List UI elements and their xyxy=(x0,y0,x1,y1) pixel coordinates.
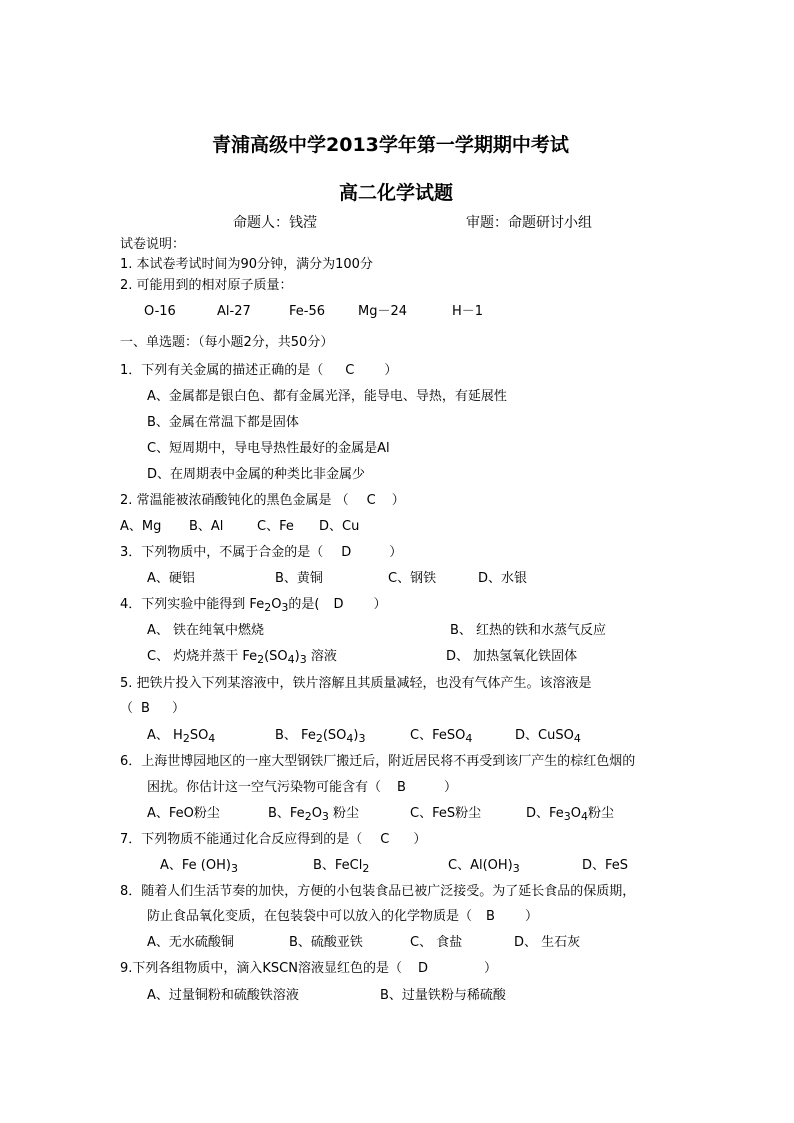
question-3-stem xyxy=(120,544,402,562)
question-stem-text: 7．下列物质不能通过化合反应得到的是（ xyxy=(120,832,363,847)
answer-mark: B xyxy=(141,701,150,716)
subscript: 2 xyxy=(304,810,312,823)
option-text: O xyxy=(311,806,322,821)
option-text: (SO xyxy=(264,649,288,664)
atomic-mass-o: O-16 xyxy=(144,304,176,319)
atomic-mass-mg: Mg－24 xyxy=(358,304,408,319)
subscript: 4 xyxy=(465,732,473,745)
question-9-stem xyxy=(120,960,497,978)
answer-mark: B xyxy=(397,780,406,795)
question-7-option-b xyxy=(313,857,369,875)
question-7-option-c xyxy=(448,857,520,875)
close-paren: ） xyxy=(389,545,403,560)
close-paren: ） xyxy=(413,832,427,847)
option-text: ) xyxy=(294,649,300,664)
subscript: 2 xyxy=(362,862,370,875)
option-text: (SO xyxy=(322,728,347,743)
question-4-option-a: A、 铁在纯氧中燃烧 xyxy=(147,623,265,638)
close-paren: ） xyxy=(391,493,405,508)
question-3-option-a: A、硬铝 xyxy=(147,571,195,586)
question-8-option-d: D、 生石灰 xyxy=(514,935,581,950)
subscript: 2 xyxy=(182,732,190,745)
question-6-option-d xyxy=(526,805,614,823)
answer-mark: D xyxy=(341,545,352,560)
question-2-option-a: A、Mg xyxy=(120,519,162,534)
close-paren: ） xyxy=(524,909,538,924)
question-1-option-c: C、短周期中，导电导热性最好的金属是Al xyxy=(147,441,390,456)
question-3-option-d: D、水银 xyxy=(478,571,528,586)
option-text: 粉尘 xyxy=(588,806,615,821)
subscript: 4 xyxy=(346,732,354,745)
option-text: 粉尘 xyxy=(328,806,360,821)
subscript: 3 xyxy=(358,732,366,745)
instruction-item-1: 1. 本试卷考试时间为90分钟，满分为100分 xyxy=(120,257,373,272)
author-line: 命题人：钱滢 xyxy=(233,215,317,231)
subscript: 2 xyxy=(257,653,265,666)
subscript: 3 xyxy=(299,653,307,666)
question-2-option-c: C、Fe xyxy=(257,519,294,534)
question-stem-text: 9.下列各组物质中，滴入KSCN溶液显红色的是（ xyxy=(120,961,402,976)
question-7-option-a xyxy=(160,857,238,875)
answer-mark: D xyxy=(333,597,344,612)
question-8-stem-line-2 xyxy=(147,908,538,926)
question-5-option-b xyxy=(275,727,365,745)
question-7-stem xyxy=(120,831,426,849)
question-5-stem: 5. 把铁片投入下列某溶液中，铁片溶解且其质量减轻，也没有气体产生。该溶液是 xyxy=(120,676,592,691)
answer-mark: C xyxy=(380,832,390,847)
close-paren: ） xyxy=(171,701,185,716)
answer-mark: D xyxy=(417,961,428,976)
section-heading: 一、单选题：（每小题2分，共50分） xyxy=(120,335,334,350)
option-text: A、Fe (OH) xyxy=(160,858,231,873)
subscript: 3 xyxy=(230,862,238,875)
question-6-option-a: A、FeO粉尘 xyxy=(147,806,220,821)
question-6-option-b xyxy=(268,805,359,823)
option-text: O xyxy=(570,806,582,821)
subscript: 3 xyxy=(563,810,571,823)
question-8-option-c: C、 食盐 xyxy=(410,935,463,950)
question-stem-text: 1．下列有关金属的描述正确的是（ xyxy=(120,363,324,378)
question-5-option-d xyxy=(515,727,581,745)
option-text: C、FeSO xyxy=(410,728,466,743)
close-paren: ） xyxy=(443,780,457,795)
question-9-option-b: B、过量铁粉与稀硫酸 xyxy=(380,988,506,1003)
question-5-option-a xyxy=(147,727,215,745)
close-paren: ） xyxy=(484,961,498,976)
question-8-stem-line-1: 8．随着人们生活节奏的加快，方便的小包装食品已被广泛接受。为了延长食品的保质期， xyxy=(120,884,636,899)
question-1-option-d: D、在周期表中金属的种类比非金属少 xyxy=(147,467,366,482)
answer-mark: B xyxy=(486,909,495,924)
question-3-option-c: C、钢铁 xyxy=(388,571,437,586)
reviewer-line: 审题：命题研讨小组 xyxy=(466,215,592,231)
question-stem-text: 2. 常温能被浓硝酸钝化的黑色金属是 （ xyxy=(120,493,349,508)
subscript: 2 xyxy=(264,601,272,614)
question-2-option-d: D、Cu xyxy=(319,519,360,534)
question-7-option-d: D、FeS xyxy=(582,858,629,873)
instructions-heading: 试卷说明： xyxy=(120,237,186,252)
question-5-option-c xyxy=(410,727,472,745)
question-6-option-c: C、FeS粉尘 xyxy=(410,806,482,821)
question-4-option-b: B、 红热的铁和水蒸气反应 xyxy=(450,623,607,638)
option-text: B、FeCl xyxy=(313,858,363,873)
formula-text: O xyxy=(271,597,282,612)
atomic-mass-h: H－1 xyxy=(452,304,484,319)
option-text: A、 H xyxy=(147,728,183,743)
subscript: 3 xyxy=(321,810,329,823)
question-9-option-a: A、过量铜粉和硫酸铁溶液 xyxy=(147,988,299,1003)
question-4-stem xyxy=(120,596,387,614)
question-1-option-b: B、金属在常温下都是固体 xyxy=(147,415,299,430)
option-text: D、CuSO xyxy=(515,728,574,743)
option-text: SO xyxy=(189,728,209,743)
option-text: 溶液 xyxy=(306,649,337,664)
subscript: 4 xyxy=(581,810,589,823)
question-2-stem xyxy=(120,492,405,510)
option-text: B、Fe xyxy=(268,806,305,821)
option-text: C、 灼烧并蒸干 Fe xyxy=(147,649,258,664)
subscript: 2 xyxy=(315,732,323,745)
exam-subtitle: 高二化学试题 xyxy=(339,182,454,204)
question-1-stem xyxy=(120,362,397,380)
question-stem-text: 防止食品氧化变质，在包装袋中可以放入的化学物质是（ xyxy=(147,909,473,924)
question-stem-text: 的是( xyxy=(288,597,320,612)
close-paren: ） xyxy=(384,363,398,378)
open-paren: （ xyxy=(120,701,134,716)
question-6-stem-line-1: 6．上海世博园地区的一座大型钢铁厂搬迁后，附近居民将不再受到该厂产生的棕红色烟的 xyxy=(120,754,636,769)
answer-mark: C xyxy=(345,363,355,378)
atomic-mass-fe: Fe-56 xyxy=(289,304,325,319)
question-4-option-d: D、 加热氢氧化铁固体 xyxy=(446,649,578,664)
question-6-stem-line-2 xyxy=(147,779,457,797)
subscript: 3 xyxy=(281,601,289,614)
question-8-option-b: B、硫酸亚铁 xyxy=(289,935,363,950)
question-3-option-b: B、黄铜 xyxy=(275,571,323,586)
subscript: 4 xyxy=(287,653,295,666)
question-2-option-b: B、Al xyxy=(189,519,224,534)
question-8-option-a: A、无水硫酸铜 xyxy=(147,935,234,950)
option-text: B、 Fe xyxy=(275,728,316,743)
subscript: 4 xyxy=(573,732,581,745)
option-text: D、Fe xyxy=(526,806,564,821)
instruction-item-2: 2. 可能用到的相对原子质量： xyxy=(120,278,293,293)
subscript: 4 xyxy=(208,732,216,745)
formula-text: Fe xyxy=(249,597,265,612)
option-text: ) xyxy=(353,728,359,743)
question-stem-text: 困扰。你估计这一空气污染物可能含有（ xyxy=(147,780,382,795)
answer-mark: C xyxy=(366,493,376,508)
question-1-option-a: A、金属都是银白色、都有金属光泽，能导电、导热，有延展性 xyxy=(147,389,507,404)
option-text: C、Al(OH) xyxy=(448,858,513,873)
atomic-mass-al: Al-27 xyxy=(217,304,251,319)
subscript: 3 xyxy=(512,862,520,875)
question-4-option-c xyxy=(147,648,337,666)
question-stem-text: 4．下列实验中能得到 xyxy=(120,597,246,612)
question-5-answer-line xyxy=(120,700,185,718)
exam-title: 青浦高级中学2013学年第一学期期中考试 xyxy=(212,134,569,156)
close-paren: ） xyxy=(373,597,387,612)
question-stem-text: 3．下列物质中，不属于合金的是（ xyxy=(120,545,324,560)
